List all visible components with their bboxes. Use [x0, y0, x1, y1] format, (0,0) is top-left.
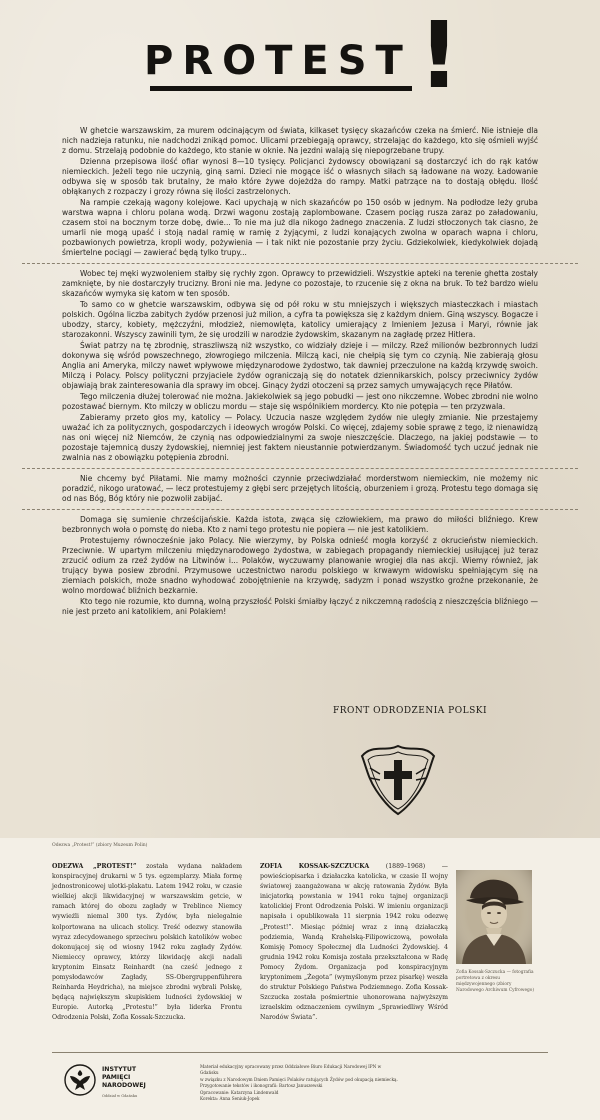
poster-title: PROTEST [144, 38, 412, 84]
paragraph: Zabieramy przeto głos my, katolicy — Polacy. Uczucia nasze względem żydów nie uległy zmianie. Nie przestajemy uważać ich za politycznych, gospodarczych i ideowych wrogów Polski. Co więcej, zdajemy sobie sprawę z tego, iż nienawidzą nas oni więcej niż Niemców, że czynią nas odpowiedzialnymi za swoje nieszczęście. Dlaczego, na jakiej podstawie — to pozostaje tajemnicą duszy żydowskiej, niemniej jest faktem nieustannie potwierdzanym. Świadomość tych uczuć jednak nie zwalnia nas z obowiązku potępienia zbrodni. [62, 413, 538, 462]
paragraph: Domaga się sumienie chrześcijańskie. Każda istota, zwąca się człowiekiem, ma prawo do miłości bliźniego. Krew bezbronnych woła o pomstę do nieba. Kto z nami tego protestu nie popiera — nie jest katolikiem. [62, 515, 538, 534]
paragraph: To samo co w ghetcie warszawskim, odbywa się od pół roku w stu mniejszych i większych miasteczkach i miastach polskich. Ogólna liczba zabitych żydów przenosi już milion, a cyfra ta powiększa się z każdym dniem. Giną wszyscy. Bogacze i ubodzy, starcy, kobiety, mężczyźni, młodzież, niemowlęta, katolicy umierający z Imieniem Jezusa i Maryi, równie jak starozakonni. Wszyscy zawinili tym, że się urodzili w narodzie żydowskim, skazanym na zagładę przez Hitlera. [62, 300, 538, 339]
ipn-name-line: PAMIĘCI [102, 1074, 131, 1081]
paragraph: Protestujemy równocześnie jako Polacy. Nie wierzymy, by Polska odnieść mogła korzyść z okrucieństw niemieckich. Przeciwnie. W upartym milczeniu międzynarodowego żydostwa, w zabiegach propagandy niemieckiej usiłującej już teraz zrzucić odium za rzeź żydów na Litwinów i... Polaków, wyczuwamy planowanie wrogiej dla nas akcji. Wiemy również, jak trujący bywa posiew zbrodni. Przymusowe uczestnictwo narodu polskiego w krwawym widowisku spełniającym się na ziemiach polskich, może snadno wyhodować zobojętnienie na krzywdę, sadyzm i ponad wszystko groźne przekonanie, że wolno mordować bliźnich bezkarnie. [62, 536, 538, 595]
title-exclamation: ! [418, 2, 460, 109]
credits [200, 1064, 400, 1102]
poster-body [62, 126, 538, 618]
paragraph: W ghetcie warszawskim, za murem odcinającym od świata, kilkaset tysięcy skazańców czeka na śmierć. Nie istnieje dla nich nadzieja ratunku, nie nadchodzi znikąd pomoc. Ulicami przebiegają oprawcy, strzelając do każdego, kto się ośmieli wyjść z domu. Strzelają podobnie do każdego, kto stanie w oknie. Na jezdni walają się niepogrzebane trupy. [62, 126, 538, 155]
info-text: (1889–1968) — powieściopisarka i działaczka katolicka, w czasie II wojny światowej zaangażowana w akcję ratowania Żydów. Była inicjatorką powstania w 1941 roku tajnej organizacji katolickiej Front Odrodzenia Polski. W imieniu organizacji napisała i opublikowała 11 sierpnia 1942 roku odezwę „Protest!”. Miesiąc później wraz z inną działaczką podziemia, Wandą Krahelską-Filipowiczową, powołała Komisję Pomocy Społecznej dla Ludności Żydowskiej. 4 grudnia 1942 roku Komisja została przekształcona w Radę Pomocy Żydom. Organizacja pod konspiracyjnym kryptonimem „Żegota” (wymyślonym przez pisarkę) weszła do struktur Polskiego Państwa Podziemnego. Zofia Kossak-Szczucka została pośmiertnie uhonorowana najwyższym izraelskim odznaczeniem cywilnym „Sprawiedliwy Wśród Narodów Świata”. [260, 863, 448, 1022]
info-lead: ODEZWA „PROTEST!” [52, 863, 137, 870]
info-lead: ZOFIA KOSSAK-SZCZUCKA [260, 863, 370, 870]
fold-line [22, 263, 578, 264]
paragraph: Kto tego nie rozumie, kto dumną, wolną przyszłość Polski śmiałby łączyć z nikczemną radością z nieszczęścia bliźniego — nie jest przeto ani katolikiem, ani Polakiem! [62, 597, 538, 616]
ipn-eagle-logo-icon [64, 1064, 96, 1096]
paragraph: Nie chcemy być Piłatami. Nie mamy możności czynnie przeciwdziałać morderstwom niemieckim, nie możemy nic poradzić, nikogo uratować, — lecz protestujemy z głębi serc przejętych litością, oburzeniem i grozą. Protestu tego domaga się od nas Bóg, Bóg który nie pozwolił zabijać. [62, 474, 538, 503]
poster-caption: Odezwa „Protest!” (zbiory Muzeum Polin) [52, 843, 148, 848]
ipn-branch: Oddział w Gdańsku [102, 1094, 138, 1098]
ipn-name [102, 1066, 146, 1090]
ipn-name-line: INSTYTUT [102, 1066, 137, 1073]
portrait-photo [456, 870, 532, 964]
paragraph: Wobec tej męki wyzwoleniem stałby się rychły zgon. Oprawcy to przewidzieli. Wszystkie apteki na terenie ghetta zostały zamknięte, by nie dostarczyły trucizny. Broni nie ma. Jedyne co pozostaje, to rzucenie się z okna na bruk. To też bardzo wielu skazańców wymyka się katom w ten sposób. [62, 269, 538, 298]
footer-divider [52, 1052, 548, 1053]
info-text: została wydana nakładem konspiracyjnej drukarni w 5 tys. egzemplarzy. Miała formę jednostronicowej ulotki-plakatu. Latem 1942 roku, w czasie wielkiej akcji likwidacyjnej w warszawskim getcie, w ramach której do obozu zagłady w Treblince Niemcy wywieźli niemal 300 tys. Żydów, była nielegalnie kolportowana na ulicach stolicy. Treść odezwy stanowiła wyraz zdecydowanego sprzeciwu polskich katolików wobec dokonującej się od wiosny 1942 roku zagłady Żydów. Niemieccy oprawcy, którzy likwidację akcji nadali kryptonim Einsatz Reinhardt (na cześć jednego z pomysłodawców Zagłady, SS-Obergruppenführera Reinharda Heydricha), na miejsce zbrodni wybrali Polskę, będącą największym skupiskiem ludności żydowskiej w Europie. Autorką „Protestu!” była liderka Frontu Odrodzenia Polski, Zofia Kossak-Szczucka. [52, 863, 242, 1022]
credit-line: w związku z Narodowym Dniem Pamięci Polaków ratujących Żydów pod okupacją niemiecką. [200, 1076, 398, 1082]
paragraph: Świat patrzy na tę zbrodnię, straszliwszą niż wszystko, co widziały dzieje i — milczy. Rzeź milionów bezbronnych ludzi dokonywa się wśród powszechnego, złowrogiego milczenia. Milczą kaci, nie chełpią się tym co czynią. Nie zabierają głosu Anglia ani Ameryka, milczy nawet wpływowe międzynarodowe żydostwo, tak dawniej przeczulone na każdą krzywdę swoich. Milczą i Polacy. Polscy polityczni przyjaciele żydów ograniczają się do notatek dziennikarskich, polscy przeciwnicy żydów objawiają brak zainteresowania dla sprawy im obcej. Ginący żydzi otoczeni są przez samych umywających ręce Piłatów. [62, 341, 538, 390]
credit-line: Przygotowanie tekstów i ikonografii: Bartosz Januszewski [200, 1083, 323, 1089]
fold-line [22, 468, 578, 469]
credit-line: Korekta: Anna Seniuk-Jopek [200, 1096, 260, 1102]
poster-signature: FRONT ODRODZENIA POLSKI [332, 706, 488, 716]
eagle-cross-emblem-icon [356, 738, 440, 818]
credit-line: Opracowanie: Katarzyna Lindenwald [200, 1089, 279, 1095]
paragraph: Tego milczenia dłużej tolerować nie można. Jakiekolwiek są jego pobudki — jest ono nikczemne. Wobec zbrodni nie wolno pozostawać biernym. Kto milczy w obliczu mordu — staje się wspólnikiem mordercy. Kto nie potępia — ten przyzwala. [62, 392, 538, 411]
portrait-caption: Zofia Kossak-Szczucka — fotografia portretowa z okresu międzywojennego (zbiory Narodowego Archiwum Cyfrowego) [456, 970, 534, 993]
ipn-name-line: NARODOWEJ [102, 1082, 146, 1089]
paragraph: Na rampie czekają wagony kolejowe. Kaci upychają w nich skazańców po 150 osób w jednym. Na podłodze leży gruba warstwa wapna i chloru polana wodą. Drzwi wagonu zostają zaplombowane. Czasem pociąg rusza zaraz po załadowaniu, czasem stoi na bocznym torze dobę, dwie... To nie ma już dla nikogo żadnego znaczenia. Z ludzi stłoczonych tak ciasno, że umarli nie mogą upaść i stoją nadal ramię w ramię z żyjącymi, z ludzi konających zwolna w oparach wapna i chloru, pozbawionych powietrza, kropli wody, pożywienia — i tak nikt nie pozostanie przy życiu. Gdziekolwiek, kiedykolwiek dojadą śmiertelne pociągi — zawierać będą tylko trupy... [62, 198, 538, 257]
paragraph: Dzienna przepisowa ilość ofiar wynosi 8—10 tysięcy. Policjanci żydowscy obowiązani są dostarczyć ich do rąk katów niemieckich. Jeżeli tego nie uczynią, giną sami. Dzieci nie mogące iść o własnych siłach są ładowane na wozy. Ładowanie odbywa się w sposób tak brutalny, że mało które żywe dojeżdża do rampy. Matki patrzące na to dostają obłędu. Ilość obłąkanych z rozpaczy i grozy równa się ilości zastrzelonych. [62, 157, 538, 196]
info-column-author [260, 862, 448, 1024]
fold-line [22, 509, 578, 510]
credit-line: Materiał edukacyjny opracowany przez Oddziałowe Biuro Edukacji Narodowej IPN w Gdańsku [200, 1064, 382, 1076]
title-underline [150, 86, 412, 91]
info-column-odezwa [52, 862, 242, 1024]
